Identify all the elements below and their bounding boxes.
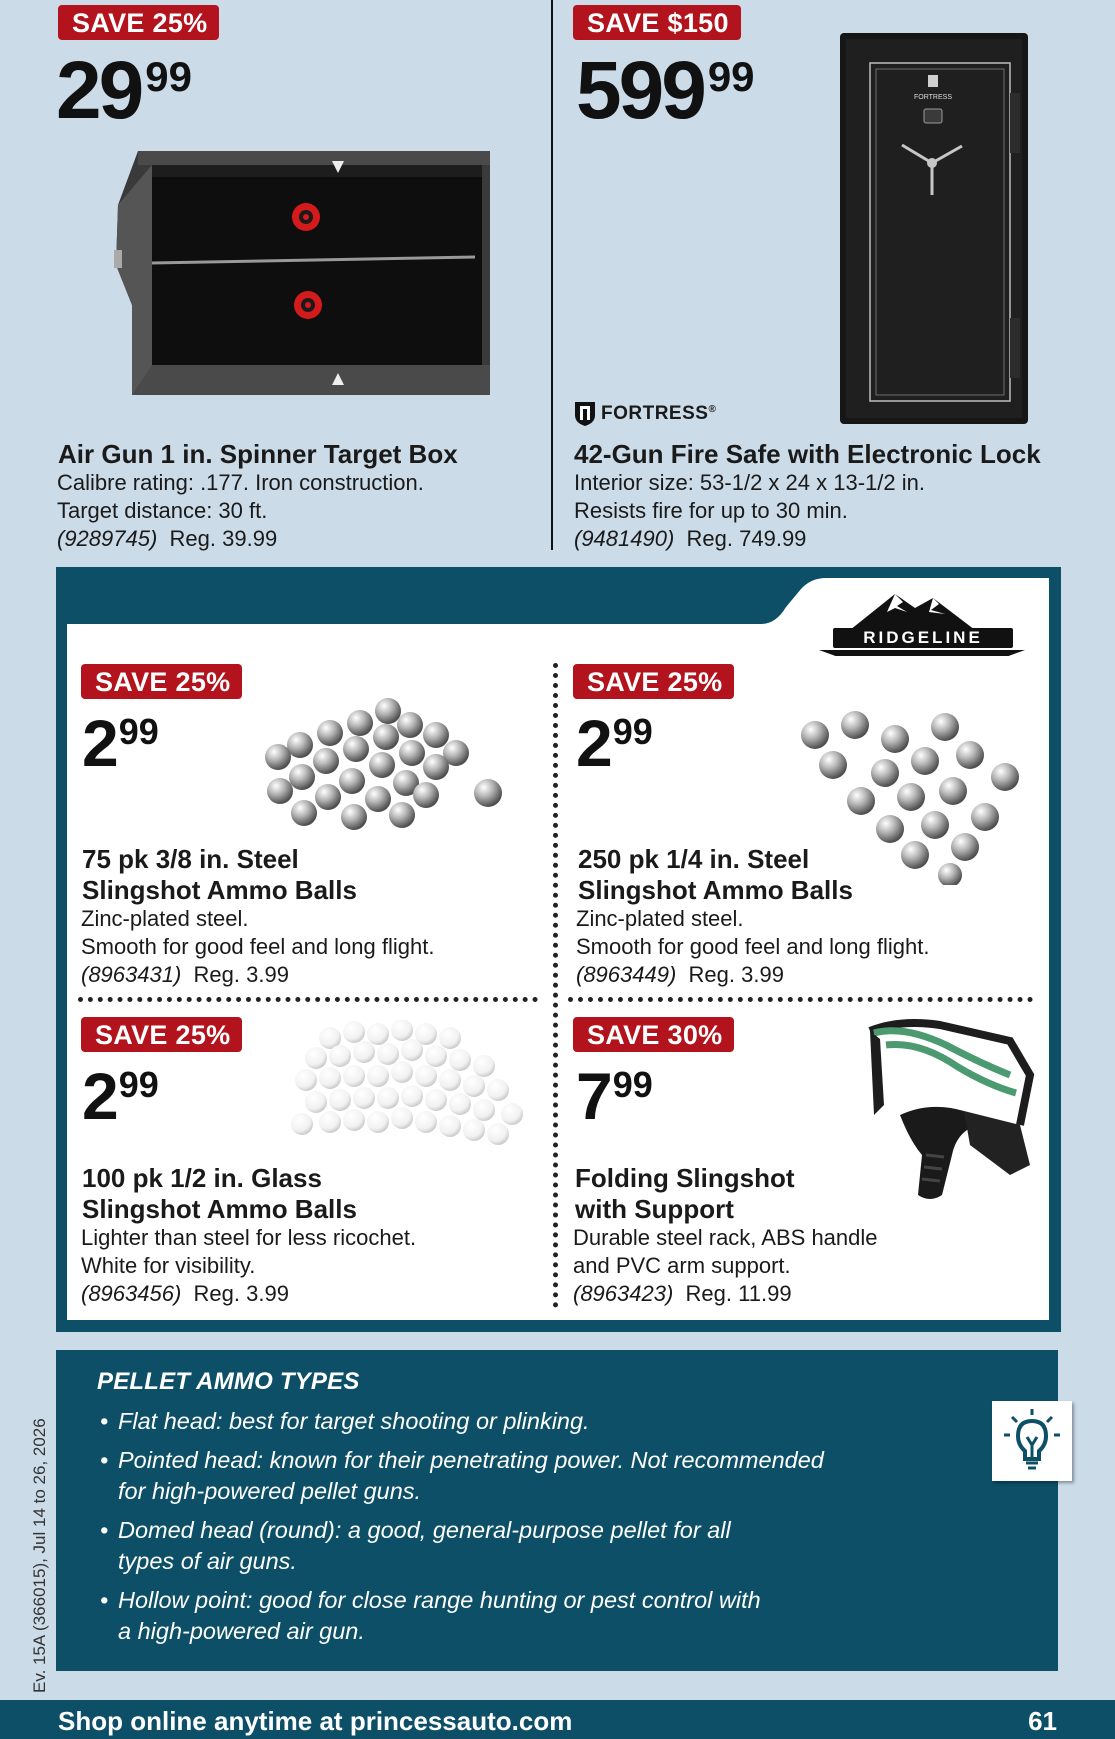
product-description: Zinc-plated steel. Smooth for good feel and long flight. (8963431) Reg. 3.99 <box>81 906 435 987</box>
sku: (8963423) <box>573 1281 674 1306</box>
logo-underline <box>819 650 1025 656</box>
sku: (8963449) <box>576 962 677 987</box>
steel-balls-image <box>260 695 510 840</box>
tip-item: • Flat head: best for target shooting or plinking. <box>100 1406 590 1437</box>
tip-item: • Domed head (round): a good, general-purpose pellet for all types of air guns. <box>100 1517 731 1574</box>
product-description: Zinc-plated steel. Smooth for good feel and long flight. (8963449) Reg. 3.99 <box>576 906 930 987</box>
bullet-icon: • <box>100 1447 109 1473</box>
fortress-shield-icon <box>574 401 596 427</box>
bullet-icon: • <box>100 1408 109 1434</box>
gun-safe-image <box>840 33 1028 424</box>
product-title: 100 pk 1/2 in. Glass Slingshot Ammo Balls <box>82 1163 357 1224</box>
product-title: 42-Gun Fire Safe with Electronic Lock <box>574 439 1041 469</box>
save-badge: SAVE 25% <box>81 1017 242 1052</box>
glass-balls-image <box>290 1020 535 1150</box>
slingshot-image <box>860 1015 1040 1215</box>
target-box-image <box>110 145 500 405</box>
price: 59999 <box>576 45 755 136</box>
save-badge: SAVE 30% <box>573 1017 734 1052</box>
column-divider <box>551 0 553 550</box>
save-badge: SAVE 25% <box>58 5 219 40</box>
price: 299 <box>82 1059 159 1133</box>
regular-price: Reg. 3.99 <box>193 1281 289 1306</box>
regular-price: Reg. 11.99 <box>685 1281 792 1306</box>
fortress-logo <box>574 401 716 427</box>
sku: (8963456) <box>81 1281 182 1306</box>
product-title: Folding Slingshot with Support <box>575 1163 795 1224</box>
regular-price: Reg. 3.99 <box>193 962 289 987</box>
sku: (8963431) <box>81 962 182 987</box>
price: 2999 <box>56 45 192 136</box>
regular-price: Reg. 749.99 <box>686 526 807 551</box>
save-badge: SAVE 25% <box>81 664 242 699</box>
safe-brand-label: FORTRESS <box>914 94 952 101</box>
sku: (9289745) <box>57 526 158 551</box>
lightbulb-icon <box>992 1401 1072 1481</box>
ridgeline-logo <box>815 590 1030 665</box>
sku: (9481490) <box>574 526 675 551</box>
tips-title: PELLET AMMO TYPES <box>97 1368 360 1395</box>
save-badge: SAVE $150 <box>573 5 741 40</box>
product-description: Lighter than steel for less ricochet. White for visibility. (8963456) Reg. 3.99 <box>81 1225 417 1306</box>
grid-divider-horizontal <box>568 997 1033 1002</box>
price: 799 <box>576 1059 653 1133</box>
product-description: Calibre rating: .177. Iron construction. Target distance: 30 ft. (9289745) Reg. 39.99 <box>57 470 424 551</box>
product-description: Interior size: 53-1/2 x 24 x 13-1/2 in. Resists fire for up to 30 min. (9481490) Reg. 749.99 <box>574 470 925 551</box>
product-title: 75 pk 3/8 in. Steel Slingshot Ammo Balls <box>82 844 357 905</box>
event-code: Ev. 15A (366015), Jul 14 to 26, 2026 <box>30 1418 49 1693</box>
ridgeline-wordmark: RIDGELINE <box>833 628 1013 648</box>
grid-divider-vertical <box>553 663 558 1308</box>
bullet-icon: • <box>100 1587 109 1613</box>
mountain-icon <box>815 590 1030 630</box>
save-badge: SAVE 25% <box>573 664 734 699</box>
tip-item: • Pointed head: known for their penetrating power. Not recommended for high-powered pellet guns. <box>100 1447 824 1504</box>
price: 299 <box>82 706 159 780</box>
product-description: Durable steel rack, ABS handle and PVC arm support. (8963423) Reg. 11.99 <box>573 1225 878 1306</box>
tip-item: • Hollow point: good for close range hunting or pest control with a high-powered air gun. <box>100 1587 761 1644</box>
regular-price: Reg. 39.99 <box>169 526 278 551</box>
bullet-icon: • <box>100 1517 109 1543</box>
page-number: 61 <box>1028 1706 1057 1736</box>
footer-link[interactable]: Shop online anytime at princessauto.com <box>58 1706 573 1736</box>
price: 299 <box>576 706 653 780</box>
product-title: Air Gun 1 in. Spinner Target Box <box>58 439 458 469</box>
product-title: 250 pk 1/4 in. Steel Slingshot Ammo Balls <box>578 844 853 905</box>
brand-name: FORTRESS <box>601 403 709 424</box>
regular-price: Reg. 3.99 <box>688 962 784 987</box>
grid-divider-horizontal <box>78 997 538 1002</box>
registered-mark: ® <box>708 403 716 415</box>
